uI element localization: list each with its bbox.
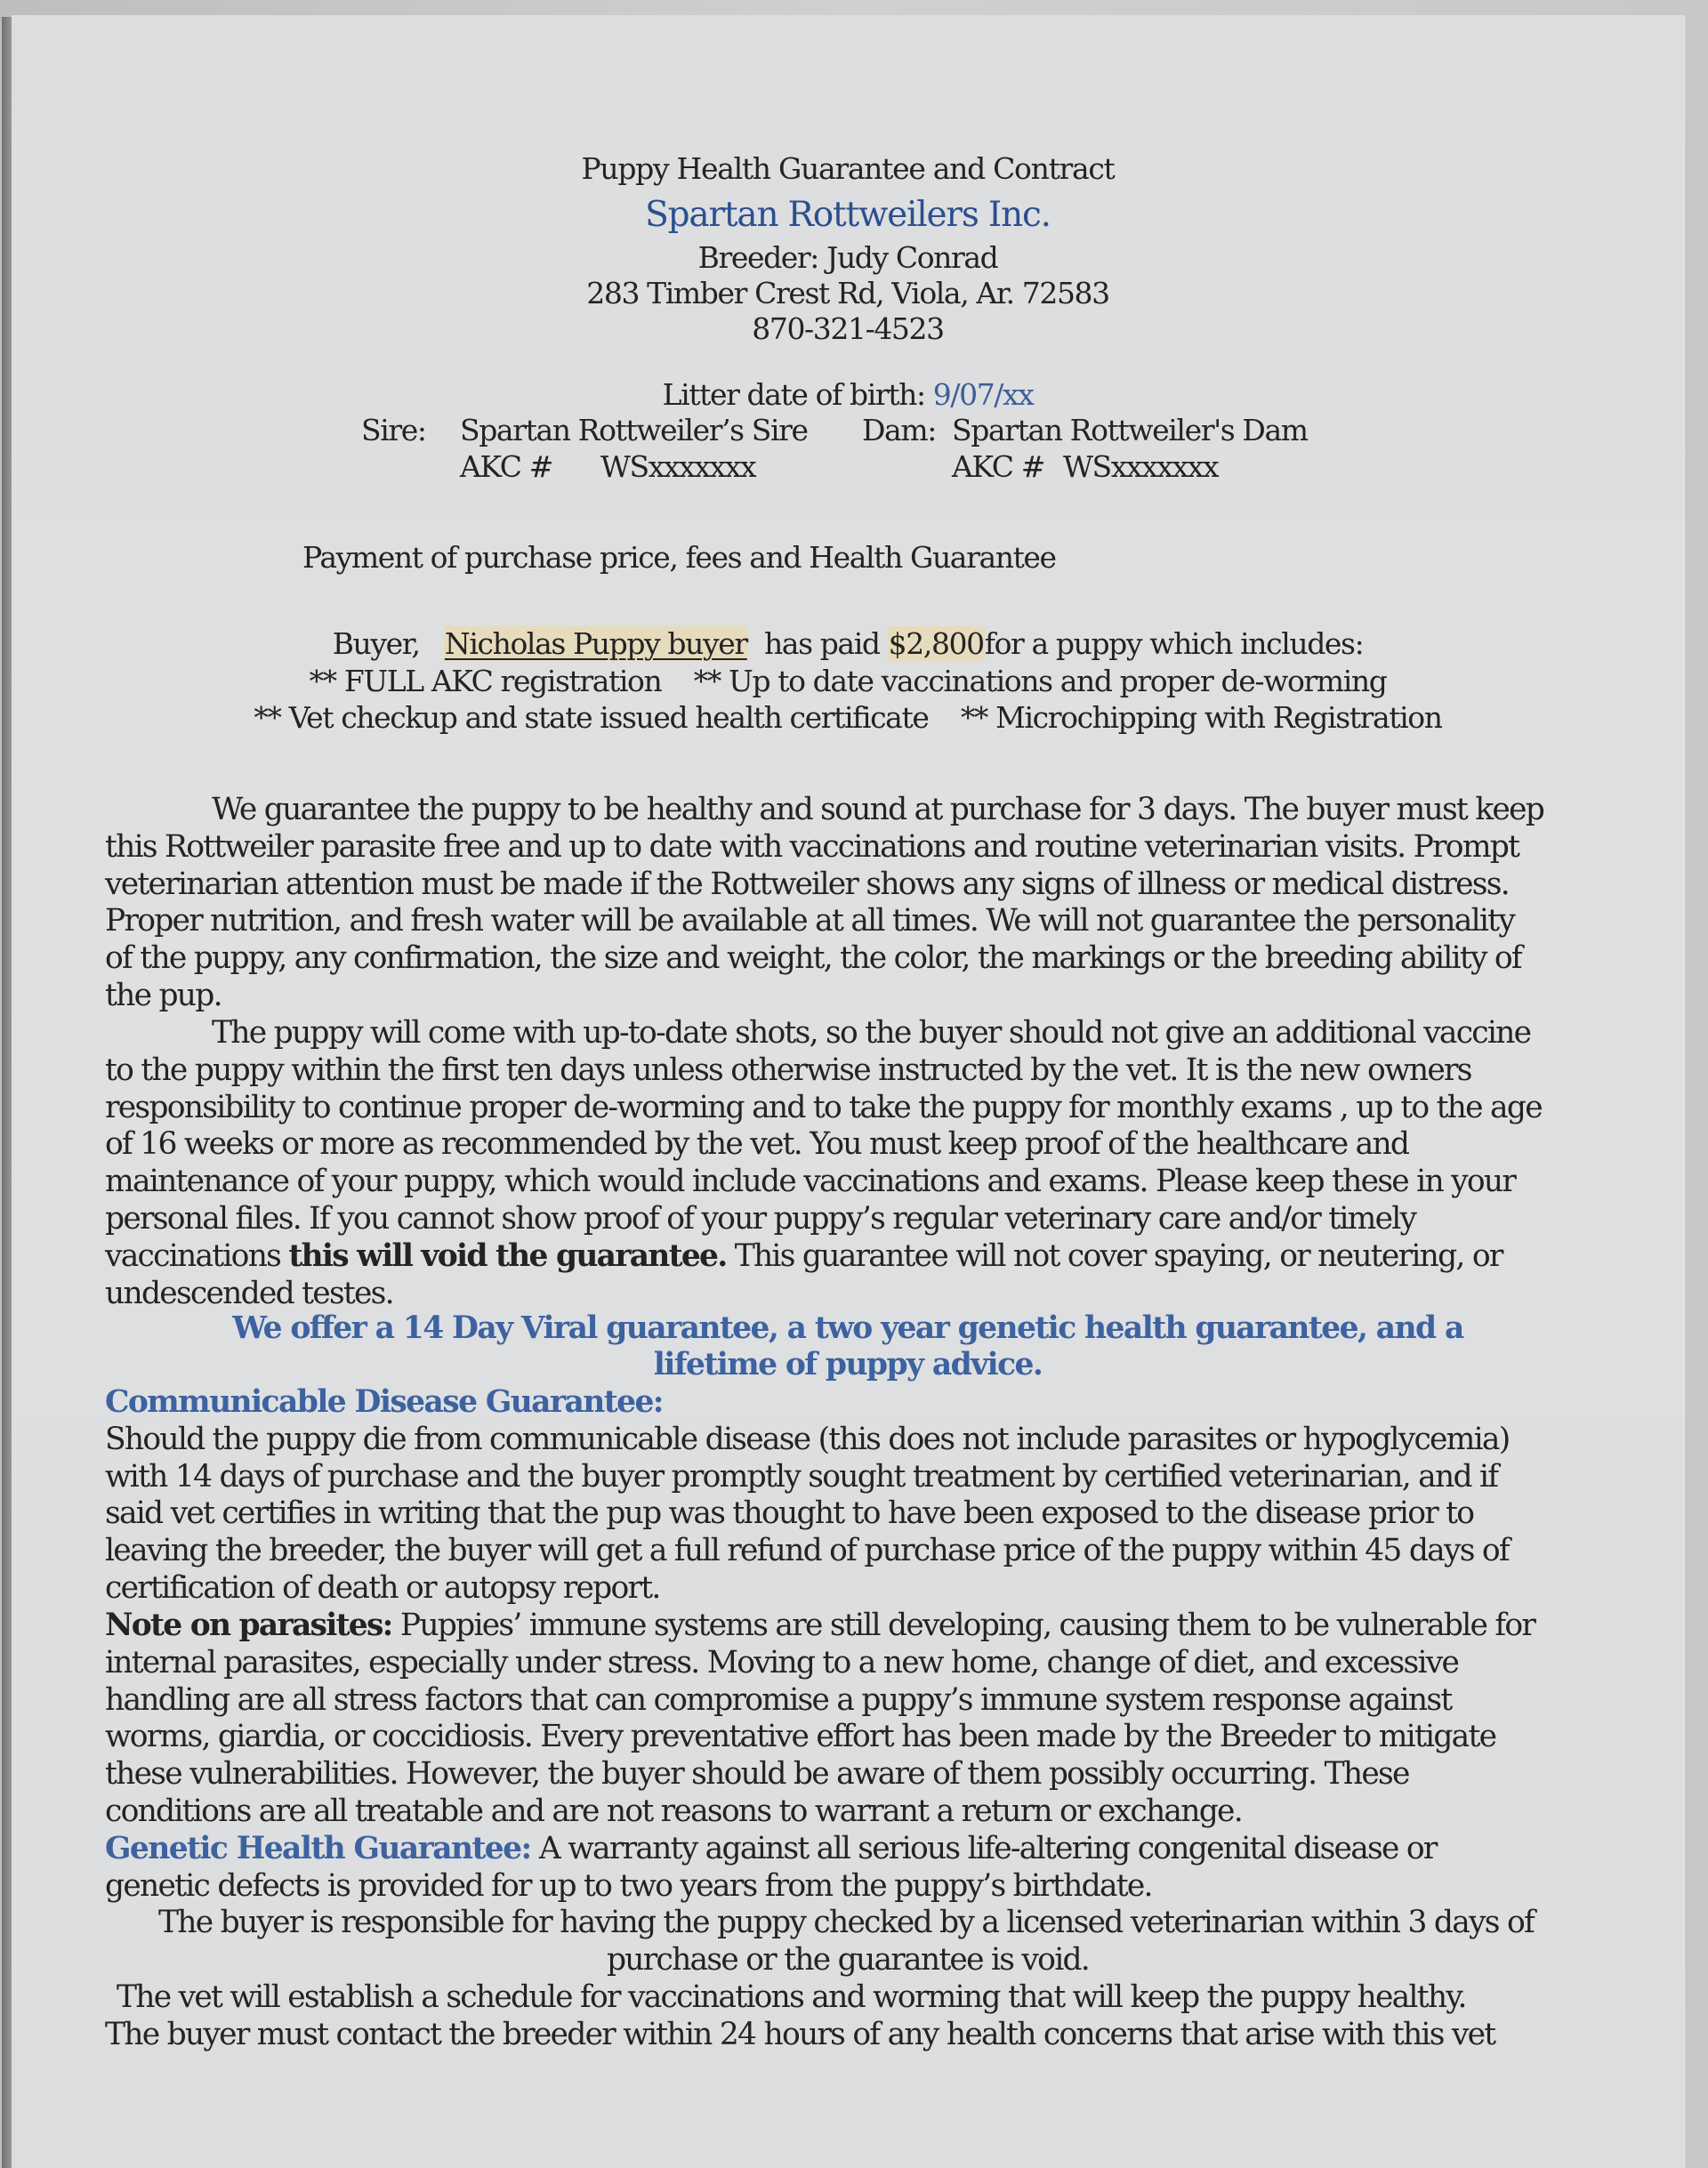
- includes-row-1: [12, 664, 1684, 698]
- paragraph-line: We guarantee the puppy to be healthy and sound at purchase for 3 days. The buyer must keep: [212, 792, 1544, 827]
- include-item: ** Microchipping with Registration: [960, 700, 1442, 735]
- closing-line-2: The buyer must contact the breeder within 24 hours of any health concerns that arise with this vet: [105, 2017, 1495, 2052]
- breeder-name: Breeder: Judy Conrad: [697, 240, 998, 275]
- genetic-first-line: [105, 1831, 1617, 1868]
- paragraph-line: this Rottweiler parasite free and up to date with vaccinations and routine veterinarian visits. Prompt: [105, 828, 1519, 865]
- litter-dob: [12, 377, 1684, 412]
- paragraph-line: maintenance of your puppy, which would include vaccinations and exams. Please keep these in your: [105, 1164, 1516, 1200]
- sire-name: Spartan Rottweiler’s Sire: [460, 413, 808, 447]
- sire-akc-label: AKC #: [460, 449, 552, 484]
- buyer-prefix: Buyer,: [332, 626, 420, 661]
- parasites-label: Note on parasites:: [105, 1608, 392, 1643]
- paragraph-line: Should the puppy die from communicable disease (this does not include parasites or hypoglycemia): [105, 1421, 1510, 1457]
- include-item: ** FULL AKC registration: [309, 664, 662, 698]
- communicable-disease-section: [105, 1384, 1617, 1608]
- paragraph-line: responsibility to continue proper de-worming and to take the puppy for monthly exams , up to the age: [105, 1089, 1542, 1125]
- closing-line-1: The vet will establish a schedule for vaccinations and worming that will keep the puppy healthy.: [117, 1979, 1466, 2015]
- paragraph-line: leaving the breeder, the buyer will get a full refund of purchase price of the puppy within 45 days of: [105, 1533, 1509, 1569]
- void-guarantee-line: [105, 1238, 1617, 1276]
- purchase-amount: $2,800: [888, 626, 984, 661]
- contract-page: [12, 15, 1684, 2168]
- paragraph-text: vaccinations: [105, 1237, 281, 1274]
- genetic-heading: Genetic Health Guarantee:: [105, 1831, 531, 1866]
- dam-akc-label: AKC #: [952, 449, 1044, 484]
- paragraph-line: Proper nutrition, and fresh water will be available at all times. We will not guarantee the personality: [105, 903, 1515, 939]
- void-warning: this will void the guarantee.: [288, 1237, 727, 1274]
- paragraph-line: personal files. If you cannot show proof of your puppy’s regular veterinary care and/or timely: [105, 1200, 1416, 1237]
- paragraph-line: said vet certifies in writing that the pup was thought to have been exposed to the disease prior to: [105, 1495, 1474, 1532]
- paragraph-text: This guarantee will not cover spaying, or neutering, or: [734, 1237, 1503, 1274]
- breeder-address: 283 Timber Crest Rd, Viola, Ar. 72583: [586, 276, 1109, 310]
- paragraph-line: to the puppy within the first ten days unless otherwise instructed by the vet. It is the new owners: [105, 1052, 1471, 1088]
- paragraph-line: these vulnerabilities. However, the buyer should be aware of them possibly occurring. These: [105, 1756, 1409, 1793]
- parasites-section: [105, 1608, 1635, 1831]
- company-name: Spartan Rottweilers Inc.: [645, 195, 1051, 235]
- litter-dob-label: Litter date of birth:: [662, 377, 925, 412]
- paragraph-text: A warranty against all serious life-altering congenital disease or: [538, 1831, 1437, 1866]
- paragraph-line: internal parasites, especially under stress. Moving to a new home, change of diet, and excessive: [105, 1644, 1459, 1680]
- offer-headline-1: We offer a 14 Day Viral guarantee, a two year genetic health guarantee, and a: [232, 1310, 1463, 1346]
- parasites-first-line: [105, 1608, 1635, 1645]
- dam-name: Spartan Rottweiler's Dam: [952, 413, 1308, 447]
- breeder-phone: 870-321-4523: [752, 311, 944, 346]
- includes-row-2: [12, 700, 1684, 735]
- include-item: ** Vet checkup and state issued health certificate: [254, 700, 929, 735]
- buyer-name: Nicholas Puppy buyer: [444, 626, 747, 661]
- sire-akc-number: WSxxxxxxx: [600, 449, 756, 484]
- paragraph-line: undescended testes.: [105, 1275, 393, 1311]
- paragraph-line: conditions are all treatable and are not reasons to warrant a return or exchange.: [105, 1793, 1242, 1829]
- paragraph-text: Puppies’ immune systems are still developing, causing them to be vulnerable for: [399, 1608, 1535, 1643]
- paragraph-line: worms, giardia, or coccidiosis. Every preventative effort has been made by the Breeder to mitigate: [105, 1719, 1496, 1755]
- health-guarantee-paragraph: [105, 792, 1617, 1015]
- litter-dob-value: 9/07/xx: [932, 377, 1034, 412]
- offer-headline-2: lifetime of puppy advice.: [653, 1347, 1043, 1382]
- paragraph-line: the pup.: [105, 977, 222, 1013]
- dam-label: Dam:: [862, 413, 936, 447]
- include-item: ** Up to date vaccinations and proper de-worming: [693, 664, 1387, 698]
- paragraph-line: veterinarian attention must be made if the Rottweiler shows any signs of illness or medical distress.: [105, 866, 1509, 902]
- paragraph-line: The puppy will come with up-to-date shots, so the buyer should not give an additional vaccine: [212, 1015, 1531, 1051]
- sire-label: Sire:: [361, 413, 426, 447]
- paragraph-line: genetic defects is provided for up to two years from the puppy’s birthdate.: [105, 1867, 1152, 1904]
- buyer-line: [12, 626, 1684, 661]
- vet-check-line-2: purchase or the guarantee is void.: [606, 1942, 1090, 1978]
- vet-check-line-1: The buyer is responsible for having the puppy checked by a licensed veterinarian within 3 days of: [158, 1905, 1535, 1940]
- vaccination-paragraph: [105, 1015, 1617, 1312]
- payment-heading: Payment of purchase price, fees and Health Guarantee: [302, 540, 1056, 575]
- dam-akc-number: WSxxxxxxx: [1063, 449, 1219, 484]
- paragraph-line: handling are all stress factors that can compromise a puppy’s immune system response against: [105, 1681, 1452, 1718]
- paragraph-line: of the puppy, any confirmation, the size and weight, the color, the markings or the breeding ability of: [105, 940, 1521, 977]
- paragraph-line: with 14 days of purchase and the buyer promptly sought treatment by certified veterinarian, and if: [105, 1458, 1498, 1495]
- paragraph-line: certification of death or autopsy report.: [105, 1569, 660, 1606]
- communicable-heading: Communicable Disease Guarantee:: [105, 1384, 663, 1420]
- buyer-paid-text: has paid: [763, 626, 880, 661]
- genetic-guarantee-section: [105, 1831, 1617, 1906]
- paragraph-line: of 16 weeks or more as recommended by the vet. You must keep proof of the healthcare and: [105, 1126, 1409, 1163]
- buyer-suffix: for a puppy which includes:: [984, 626, 1364, 661]
- document-title: Puppy Health Guarantee and Contract: [581, 151, 1115, 186]
